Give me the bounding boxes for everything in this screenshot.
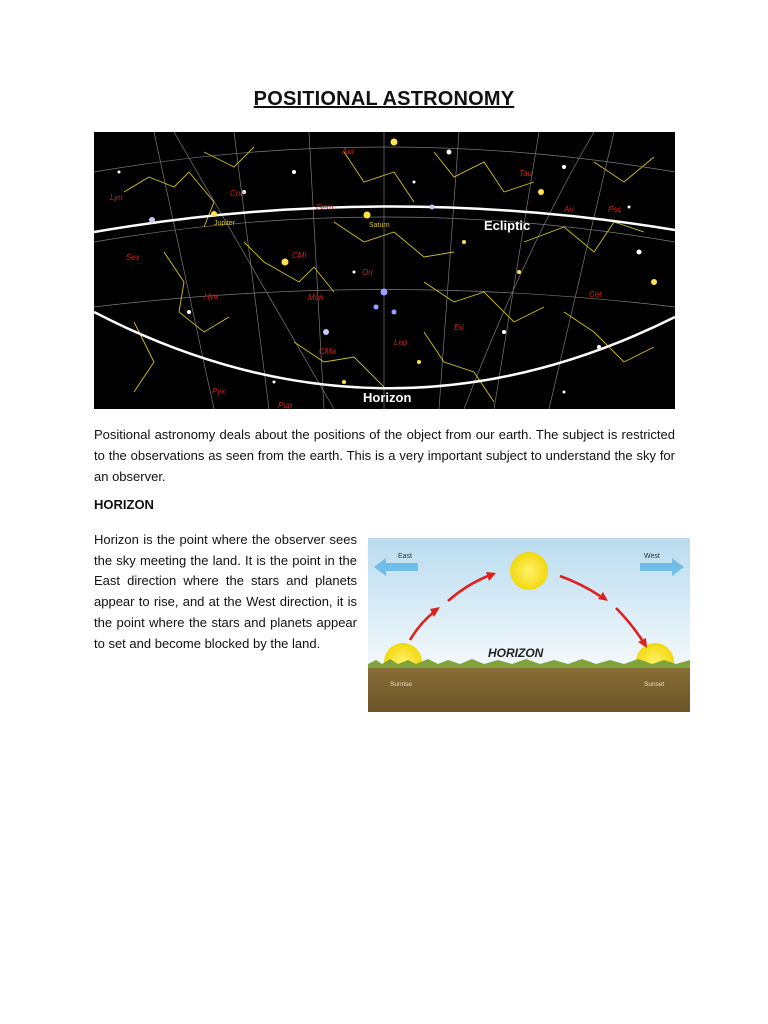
horizon-map-label: Horizon <box>363 390 412 405</box>
label-sex: Sex <box>126 253 140 262</box>
west-label: West <box>644 553 660 560</box>
label-cnc: Cnc <box>230 189 245 198</box>
horizon-diagram-image <box>368 538 690 712</box>
label-gem: Gem <box>316 203 334 212</box>
noon-sun <box>510 552 548 590</box>
label-cma: CMa <box>319 347 336 356</box>
ecliptic-label: Ecliptic <box>484 218 531 233</box>
label-pyx: Pyx <box>212 387 226 396</box>
label-saturn: Saturn <box>369 222 390 229</box>
sunrise-label: Sunrise <box>390 681 413 688</box>
label-psc: Psc <box>608 205 622 214</box>
ground <box>368 664 690 712</box>
intro-paragraph: Positional astronomy deals about the positions of the object from our earth. The subject is restricted to the observations as seen from the earth. This is a very important subject to understand the sky for an observer. <box>94 427 675 484</box>
label-pup: Pup <box>278 401 293 409</box>
east-label: East <box>398 553 413 560</box>
horizon-heading: HORIZON <box>94 497 154 512</box>
label-hya: Hya <box>204 292 219 301</box>
sunset-label: Sunset <box>644 681 665 688</box>
label-lyn: Lyn <box>110 193 123 202</box>
label-cet: Cet <box>589 290 602 299</box>
sky-map-image <box>94 132 675 409</box>
label-jupiter: Jupiter <box>214 220 236 227</box>
label-ori: Ori <box>362 268 373 277</box>
label-ari: Ari <box>564 205 574 214</box>
label-aur: Aur <box>342 147 355 156</box>
page-title: POSITIONAL ASTRONOMY <box>253 88 515 110</box>
horizon-diagram-heading: HORIZON <box>488 646 544 660</box>
label-eri: Eri <box>454 323 464 332</box>
label-tau: Tau <box>519 169 533 178</box>
label-mon: Mon <box>308 293 324 302</box>
label-lep: Lep <box>394 338 408 347</box>
horizon-paragraph: Horizon is the point where the observer sees the sky meeting the land. It is the point in the East direction where the stars and planets appear to rise, and at the West direction, it is the point where the stars and planets appear to set and become blocked by the land. <box>94 532 357 651</box>
label-cmi: CMi <box>292 251 307 260</box>
